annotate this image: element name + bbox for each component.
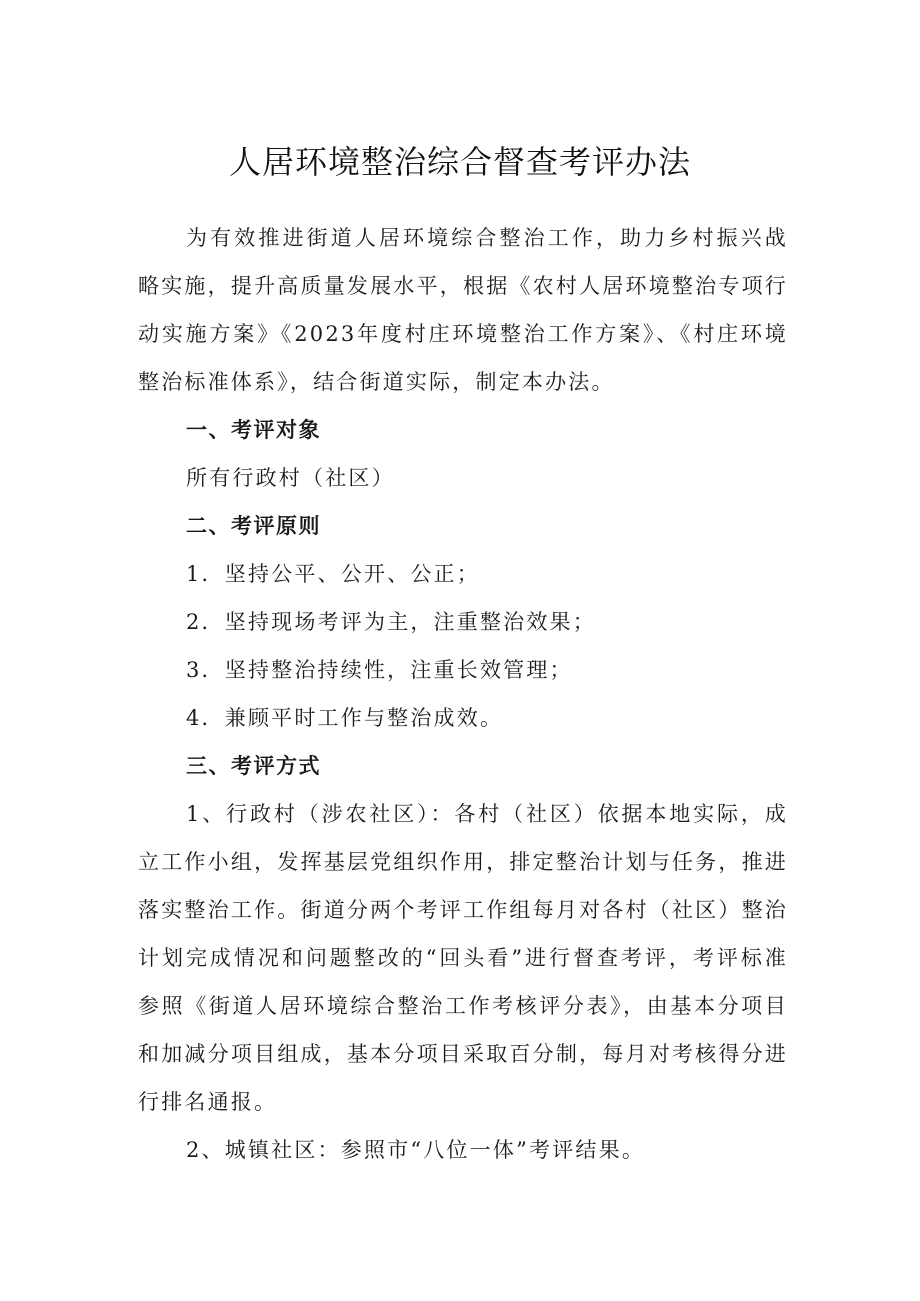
principle-item-4: 4．兼顾平时工作与整治成效。	[186, 706, 504, 730]
document-body	[138, 214, 788, 1174]
section-heading-methods: 三、考评方式	[186, 754, 321, 778]
methods-paragraph-villages: 1、行政村（涉农社区）：各村（社区）依据本地实际，成立工作小组，发挥基层党组织作用，排定整治计划与任务，推进落实整治工作。街道分两个考评工作组每月对各村（社区）整治计划完成情况和问题整改的“回头看”进行督查考评，考评标准参照《街道人居环境综合整治工作考核评分表》，由基本分项目和加减分项目组成，基本分项目采取百分制，每月对考核得分进行排名通报。	[138, 802, 788, 1114]
methods-paragraph-urban: 2、城镇社区：参照市“八位一体”考评结果。	[186, 1138, 646, 1162]
principle-item-2: 2．坚持现场考评为主，注重整治效果；	[186, 610, 596, 634]
document-title: 人居环境整治综合督查考评办法	[228, 143, 691, 181]
principle-item-3: 3．坚持整治持续性，注重长效管理；	[186, 658, 573, 682]
targets-text: 所有行政村（社区）	[186, 466, 395, 490]
principle-item-1: 1．坚持公平、公开、公正；	[186, 562, 480, 586]
section-heading-principles: 二、考评原则	[186, 514, 321, 538]
intro-paragraph: 为有效推进街道人居环境综合整治工作，助力乡村振兴战略实施，提升高质量发展水平，根据《农村人居环境整治专项行动实施方案》《2023年度村庄环境整治工作方案》、《村庄环境整治标准体系》，结合街道实际，制定本办法。	[138, 226, 788, 394]
section-heading-targets: 一、考评对象	[186, 418, 321, 442]
